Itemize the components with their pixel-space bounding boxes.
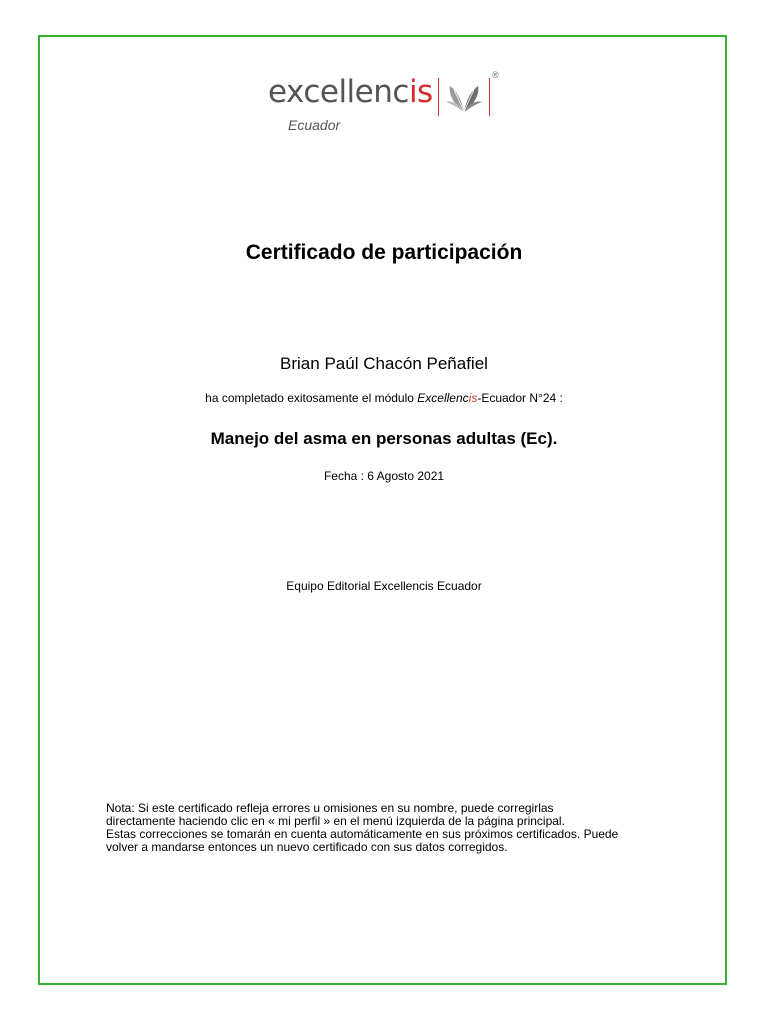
excellencis-logo xyxy=(268,68,508,134)
logo-word-main: excellenc xyxy=(268,74,409,110)
logo-wordmark xyxy=(268,72,433,112)
correction-note xyxy=(106,802,676,854)
brand-name-main: Excellenc xyxy=(417,391,469,405)
completion-statement xyxy=(0,391,768,405)
certificate-title: Certificado de participación xyxy=(245,241,523,264)
butterfly-logo-icon xyxy=(442,78,486,116)
note-line: directamente haciendo clic en « mi perfil » en el menú izquierda de la página principal. xyxy=(106,814,565,828)
registered-mark: ® xyxy=(492,70,499,80)
brand-name-accent: is xyxy=(468,391,478,405)
note-line: Estas correcciones se tomarán en cuenta automáticamente en sus próximos certificados. Puede xyxy=(106,827,619,841)
logo-divider-left xyxy=(438,78,439,116)
note-line: Nota: Si este certificado refleja errores u omisiones en su nombre, puede corregirlas xyxy=(106,801,554,815)
completion-suffix: -Ecuador N°24 : xyxy=(477,391,563,405)
note-line: volver a mandarse entonces un nuevo certificado con sus datos corregidos. xyxy=(106,840,508,854)
completion-prefix: ha completado exitosamente el módulo xyxy=(205,391,418,405)
recipient-name: Brian Paúl Chacón Peñafiel xyxy=(280,354,488,373)
editorial-team: Equipo Editorial Excellencis Ecuador xyxy=(286,579,482,593)
certificate-date: Fecha : 6 Agosto 2021 xyxy=(323,469,445,483)
module-title: Manejo del asma en personas adultas (Ec). xyxy=(210,429,558,448)
logo-word-accent: is xyxy=(408,74,433,110)
logo-divider-right xyxy=(489,78,490,116)
logo-subtitle: Ecuador xyxy=(288,117,341,133)
